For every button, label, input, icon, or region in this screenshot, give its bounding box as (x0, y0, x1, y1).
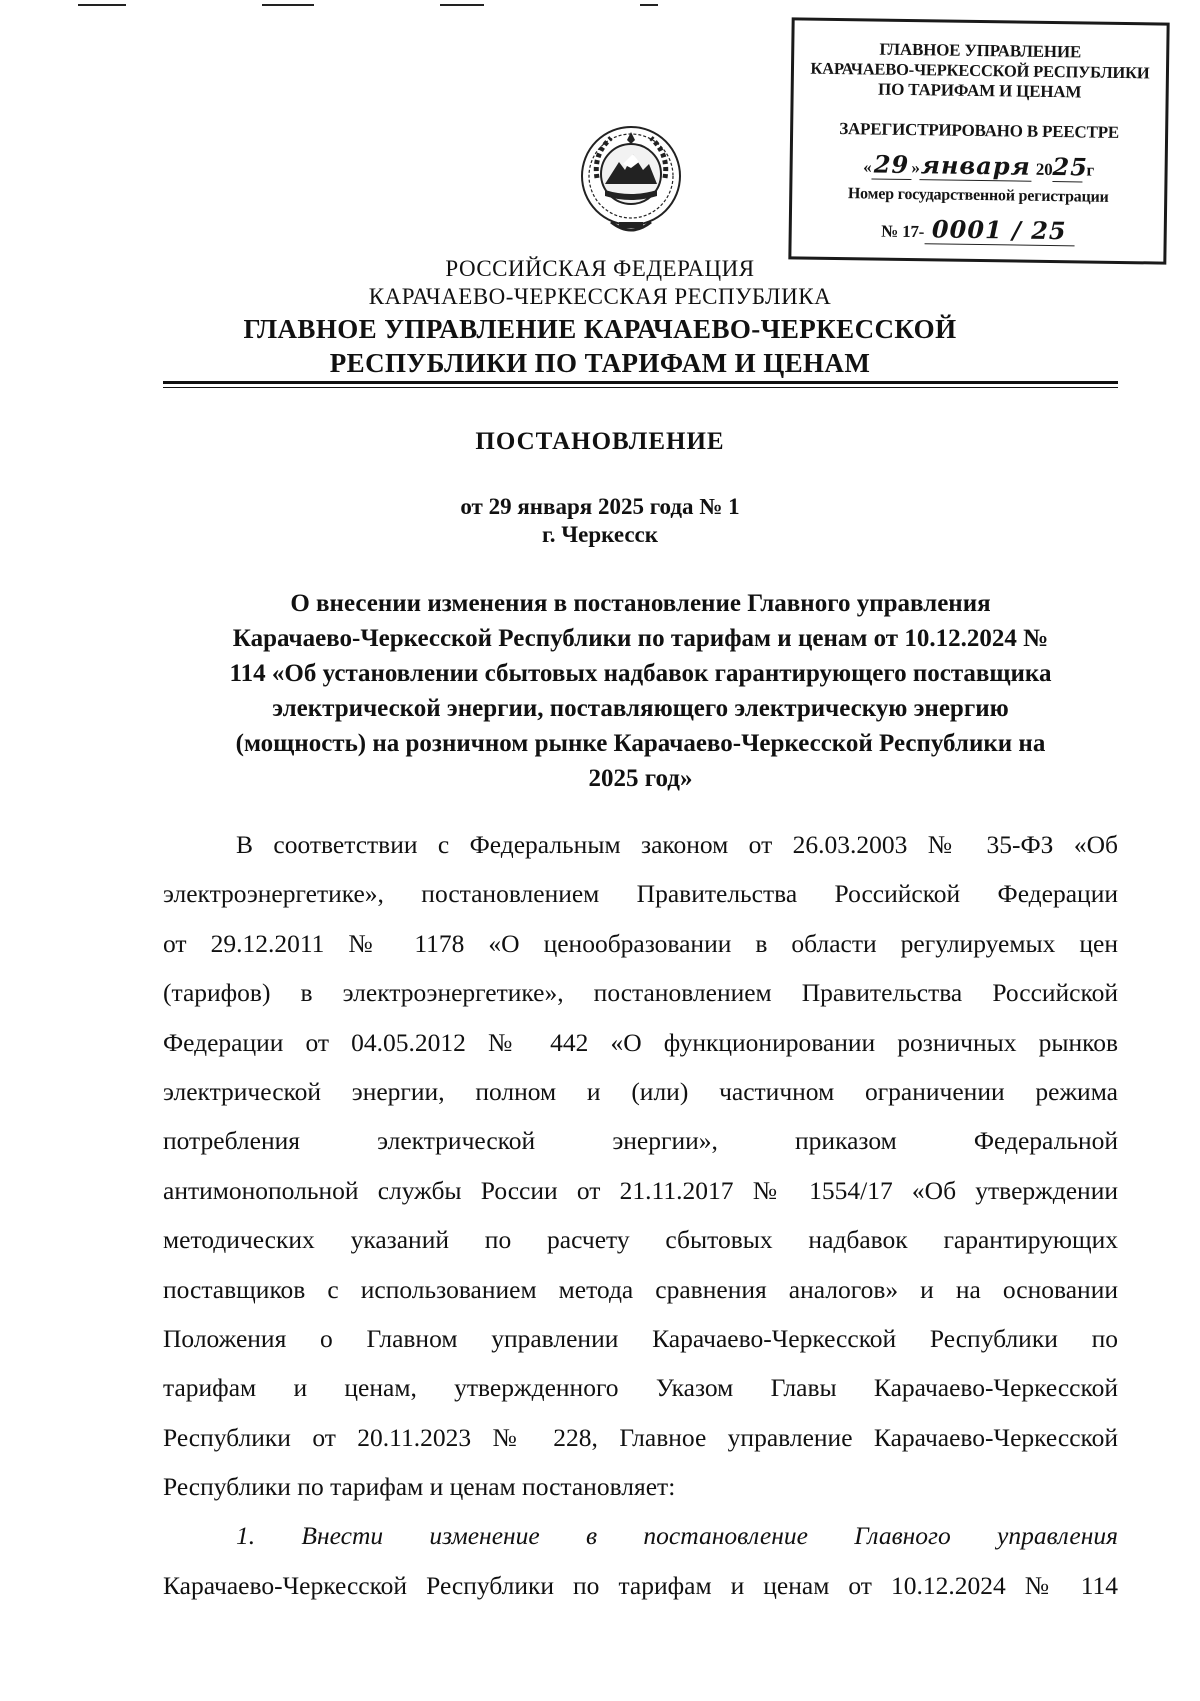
body-line: Положения о Главном управлении Карачаево-Черкесской Республики по (163, 1323, 1118, 1353)
body-line: электрической энергии, полном и (или) частичном ограничении режима (163, 1076, 1118, 1106)
stamp-reg-number: 0001 / 25 (924, 214, 1074, 246)
stamp-day: 29 (871, 150, 911, 181)
body-line: Республики по тарифам и ценам постановляет: (163, 1472, 676, 1502)
stamp-year-unit: г (1086, 160, 1095, 180)
stamp-line-3: ПО ТАРИФАМ И ЦЕНАМ (878, 79, 1082, 102)
stamp-date-line (792, 148, 1164, 183)
stamp-line-1: ГЛАВНОЕ УПРАВЛЕНИЕ (879, 39, 1082, 62)
stamp-reg-label: Номер государственной регистрации (847, 185, 1109, 206)
body-line: антимонопольной службы России от 21.11.2017 № 1554/17 «Об утверждении (163, 1175, 1118, 1205)
stamp-reg-prefix: № 17- (881, 221, 925, 242)
document-body (163, 820, 1118, 1610)
authority-name-line-1: ГЛАВНОЕ УПРАВЛЕНИЕ КАРАЧАЕВО-ЧЕРКЕССКОЙ (243, 314, 957, 344)
heading-line: (мощность) на розничном рынке Карачаево-Черкесской Республики на (235, 730, 1046, 757)
body-line: поставщиков с использованием метода сравнения аналогов» и на основании (163, 1274, 1118, 1304)
document-date-number: от 29 января 2025 года № 1 (460, 494, 740, 519)
stamp-date-open: « (863, 157, 872, 177)
document-heading (163, 586, 1118, 796)
registration-stamp (788, 17, 1169, 264)
heading-line: электрической энергии, поставляющего электрическую энергию (272, 695, 1009, 722)
heading-line: О внесении изменения в постановление Главного управления (290, 590, 991, 617)
body-line: В соответствии с Федеральным законом от 26.03.2003 № 35-ФЗ «Об (236, 830, 1118, 859)
document-city: г. Черкесск (541, 522, 659, 547)
stamp-registered: ЗАРЕГИСТРИРОВАНО В РЕЕСТРЕ (839, 119, 1120, 142)
scan-edge-marks (0, 0, 1200, 12)
heading-line: 114 «Об установлении сбытовых надбавок гарантирующего поставщика (229, 660, 1052, 687)
body-line: (тарифов) в электроэнергетике», постановлением Правительства Российской (163, 978, 1118, 1008)
stamp-year-suffix: 25 (1052, 152, 1089, 182)
body-line: тарифам и ценам, утвержденного Указом Главы Карачаево-Черкесской (163, 1373, 1118, 1403)
authority-name-line-2: РЕСПУБЛИКИ ПО ТАРИФАМ И ЦЕНАМ (329, 348, 871, 378)
header-rule-thick (163, 381, 1118, 384)
stamp-date-mid: » (911, 158, 920, 178)
stamp-month: января (920, 150, 1031, 181)
stamp-reg-line (792, 212, 1164, 247)
body-line: электроэнергетике», постановлением Правительства Российской Федерации (163, 879, 1118, 909)
body-line: Республики от 20.11.2023 № 228, Главное управление Карачаево-Черкесской (163, 1422, 1118, 1452)
stamp-year-prefix: 20 (1035, 159, 1053, 180)
body-line: Федерации от 04.05.2012 № 442 «О функционировании розничных рынков (163, 1027, 1118, 1057)
country-name: РОССИЙСКАЯ ФЕДЕРАЦИЯ (445, 256, 755, 281)
body-line: от 29.12.2011 № 1178 «О ценообразовании в области регулируемых цен (163, 928, 1118, 958)
stamp-line-2: КАРАЧАЕВО-ЧЕРКЕССКОЙ РЕСПУБЛИКИ (810, 58, 1150, 83)
body-line: 1. Внести изменение в постановление Главного управления (236, 1521, 1118, 1551)
republic-name: КАРАЧАЕВО-ЧЕРКЕССКАЯ РЕСПУБЛИКА (368, 284, 832, 309)
coat-of-arms-icon (575, 118, 687, 248)
body-line: потребления электрической энергии», приказом Федеральной (163, 1126, 1118, 1156)
heading-line: Карачаево-Черкесской Республики по тарифам и ценам от 10.12.2024 № (232, 625, 1049, 652)
heading-line: 2025 год» (588, 765, 693, 792)
body-line: Карачаево-Черкесской Республики по тарифам и ценам от 10.12.2024 № 114 (163, 1570, 1118, 1600)
document-type: ПОСТАНОВЛЕНИЕ (475, 428, 725, 455)
header-rule-thin (163, 387, 1118, 388)
body-line: методических указаний по расчету сбытовых надбавок гарантирующих (163, 1225, 1118, 1255)
